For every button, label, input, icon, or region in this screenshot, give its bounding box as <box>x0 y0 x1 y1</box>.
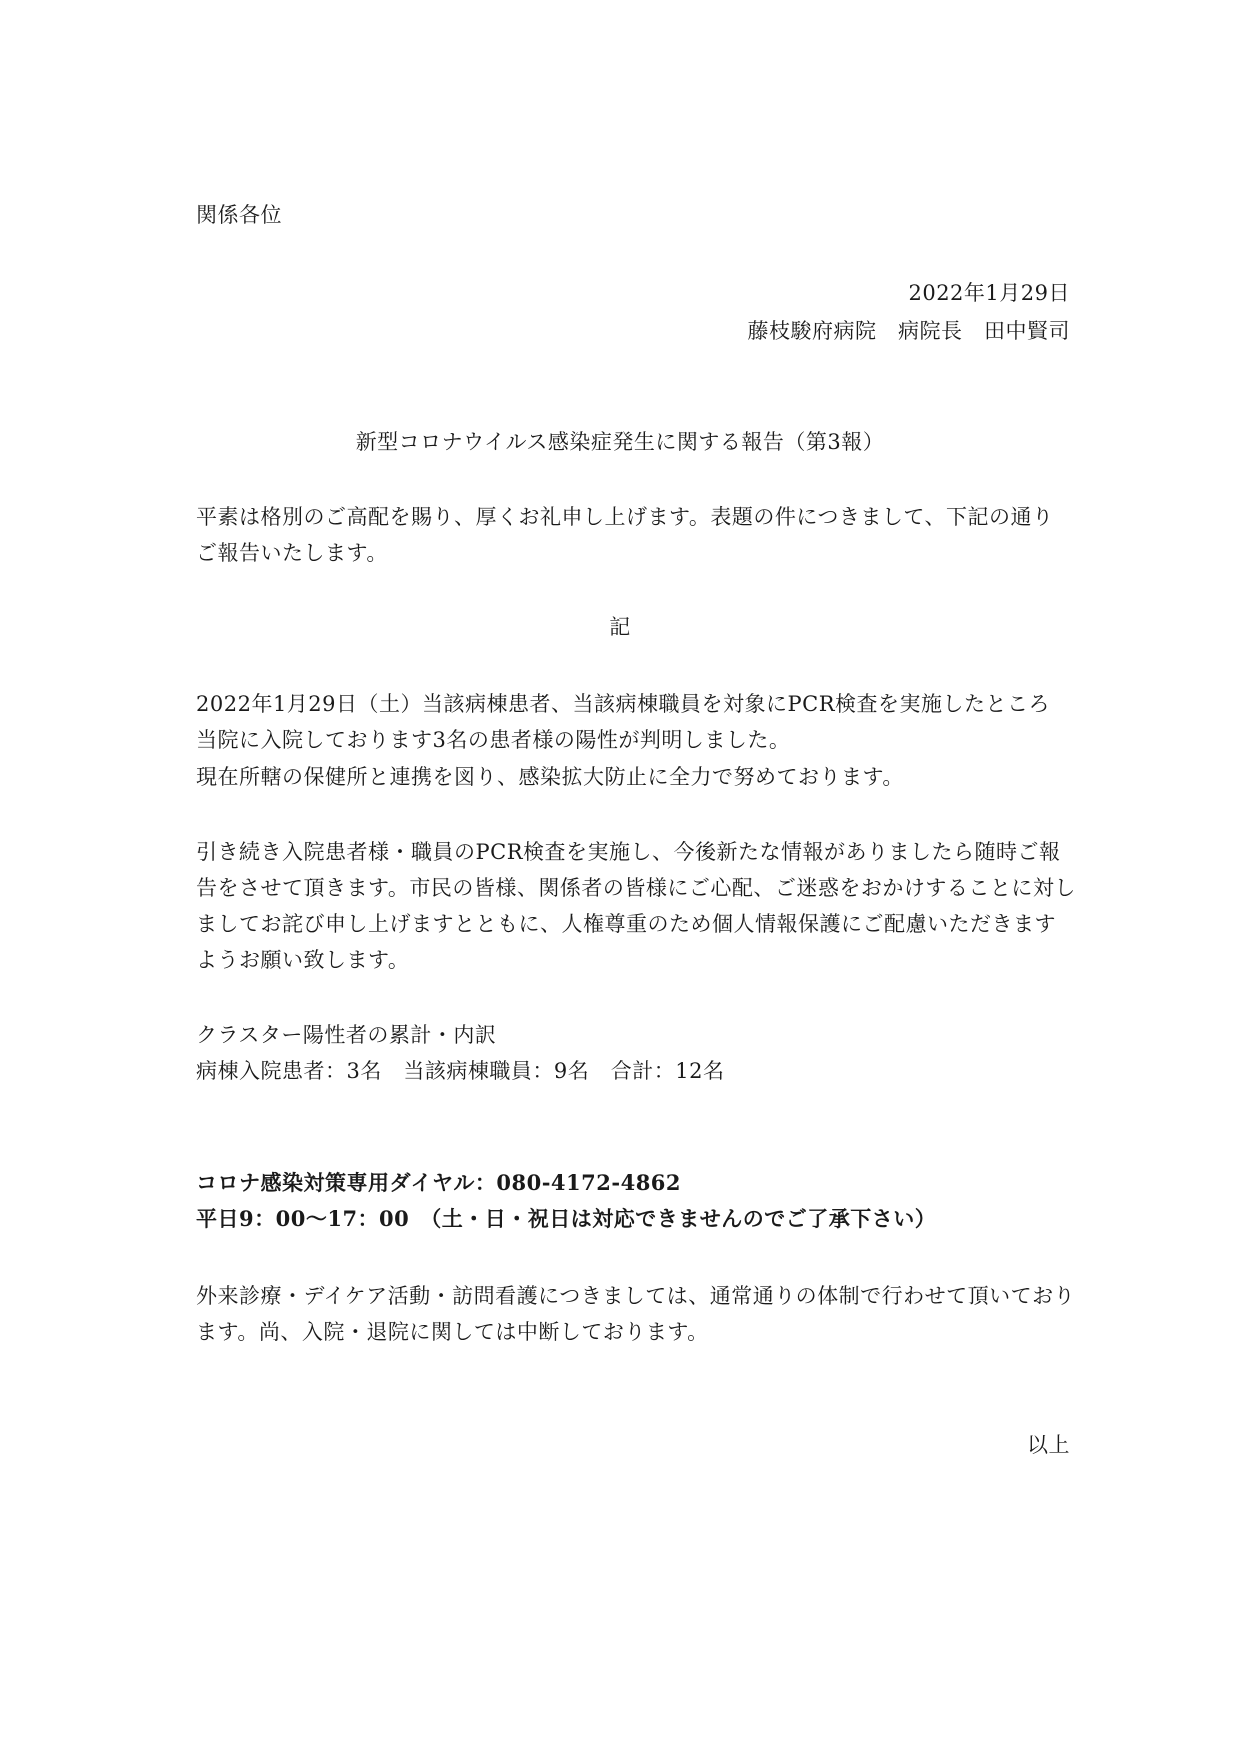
hotline: コロナ感染対策専用ダイヤル：080-4172-4862 <box>196 1170 682 1195</box>
report-line: 2022年1月29日（土）当該病棟患者、当該病棟職員を対象にPCR検査を実施したところ <box>196 692 1051 716</box>
operations-line: ます。尚、入院・退院に関しては中断しております。 <box>196 1320 709 1344</box>
closing-mark: 以上 <box>1027 1433 1070 1457</box>
report-line: 現在所轄の保健所と連携を図り、感染拡大防止に全力で努めております。 <box>196 765 904 789</box>
followup-line: ようお願い致します。 <box>196 948 410 972</box>
intro-line: 平素は格別のご高配を賜り、厚くお礼申し上げます。表題の件につきまして、下記の通り <box>196 505 1054 529</box>
report-line: 当院に入院しております3名の患者様の陽性が判明しました。 <box>196 728 791 752</box>
ki-marker: 記 <box>609 615 631 639</box>
followup-line: 引き続き入院患者様・職員のPCR検査を実施し、今後新たな情報がありましたら随時ご報 <box>196 840 1061 864</box>
followup-line: ましてお詫び申し上げますとともに、人権尊重のため個人情報保護にご配慮いただきます <box>196 912 1056 936</box>
followup-line: 告をさせて頂きます。市民の皆様、関係者の皆様にご心配、ご迷惑をおかけすることに対し <box>196 876 1076 900</box>
cluster-detail: 病棟入院患者：3名 当該病棟職員：9名 合計：12名 <box>196 1059 725 1083</box>
issuer: 藤枝駿府病院 病院長 田中賢司 <box>747 319 1070 343</box>
document-title: 新型コロナウイルス感染症発生に関する報告（第3報） <box>355 430 885 454</box>
cluster-heading: クラスター陽性者の累計・内訳 <box>196 1023 497 1047</box>
addressee: 関係各位 <box>196 203 282 227</box>
issue-date: 2022年1月29日 <box>908 281 1070 305</box>
intro-line: ご報告いたします。 <box>196 541 388 565</box>
hotline-hours: 平日9：00〜17：00 （土・日・祝日は対応できませんのでご了承下さい） <box>196 1206 937 1231</box>
operations-line: 外来診療・デイケア活動・訪問看護につきましては、通常通りの体制で行わせて頂いており <box>196 1284 1076 1308</box>
